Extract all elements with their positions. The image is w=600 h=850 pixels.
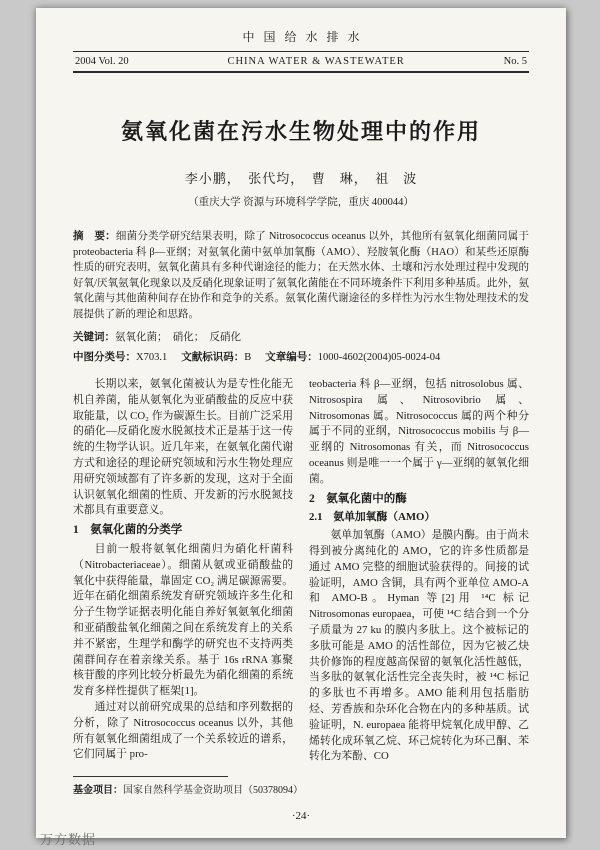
doc-code-label: 文献标识码： (181, 352, 245, 363)
funding-text: 国家自然科学基金资助项目（50378094） (123, 785, 303, 796)
section-heading-1: 1 氨氧化菌的分类学 (73, 524, 183, 537)
keywords-text: 氨氧化菌； 硝化； 反硝化 (115, 332, 241, 343)
body-columns (73, 377, 529, 765)
paragraph: 氨单加氧酶（AMO）是膜内酶。由于尚未得到被分离纯化的 AMO，它的许多性质都是通过 AMO 完整的细胞试验获得的。间接的试验证明，AMO 含铜，具有两个亚单位 AMO-A 和 AMO-B。Hyman 等[2]用 ¹⁴C 标记 Nitrosomonas europaea，可使 ¹⁴C 结合到一个分子质量为 27 ku 的膜内多肽上。这个被标记的多肽可能是 AMO 的活性部位，因为它被乙炔共价修饰的程度越高保留的氨氧化活性越低，当多肽的氨氧化活性完全丧失时，被 ¹⁴C 标记的多肽也不再增多。AMO 能利用包括脂肪烃、芳香族和杂环化合物在内的多种基质。试验证明，N. europaea 能将甲烷氧化成甲醇、乙烯转化成环氧乙烷、环己烷转化为环己酮、苯转化为苯酚、CO (309, 529, 529, 763)
abstract-text: 细菌分类学研究结果表明，除了 Nitrosococcus oceanus 以外，其他所有氨氧化细菌同属于 proteobacteria 科 β—亚纲；对氨氧化菌中氨单加氧酶（AMO）、羟胺氧化酶（HAO）和某些还原酶性质的研究表明，氨氧化菌具有多种代谢途径的能力；在天然水体、土壤和污水处理过程中发现的好氧/厌氧氨氧化现象以及反硝化现象证明了氨氧化菌能在不同环境条件下利用多种基质。此外，氨氧化菌与其他菌种间存在协作和竞争的关系。氨氧化菌代谢途径的多样性为污水生物处理技术的发展提供了新的理论和思路。 (73, 231, 529, 320)
page-content (36, 8, 566, 765)
journal-issue: No. 5 (503, 56, 527, 67)
keywords-line (73, 329, 529, 344)
right-column (309, 377, 529, 765)
clc-label: 中图分类号： (73, 352, 136, 363)
paragraph: 长期以来，氨氧化菌被认为是专性化能无机自养菌，能从氨氧化为亚硝酸盐的反应中获取能量，以 CO₂ 作为碳源生长。目前广泛采用的硝化—反硝化废水脱氮技术正是基于这一传统的生物学认识。近几年来，在氨氧化菌代谢方式和途径的理论研究领域和污水生物处理应用研究领域都有了许多新的发现，这对于全面认识氨氧化细菌的性质、开发新的污水脱氮技术都具有重要意义。 (73, 378, 293, 517)
journal-info-bar (73, 51, 529, 73)
abstract-label: 摘 要： (73, 231, 116, 242)
left-column (73, 377, 293, 765)
subsection-heading-2-1: 2.1 氨单加氧酶（AMO） (309, 511, 436, 524)
journal-name-cn: 中国给水排水 (242, 30, 369, 44)
classification-line (73, 349, 529, 364)
wanfang-watermark: 万方数据 (40, 832, 97, 847)
article-affiliation: （重庆大学 资源与环境科学学院，重庆 400044） (188, 197, 414, 208)
article-id-label: 文章编号： (265, 352, 318, 363)
article-title: 氨氧化菌在污水生物处理中的作用 (120, 119, 481, 144)
article-id-value: 1000-4602(2004)05-0024-04 (317, 352, 441, 363)
funding-label: 基金项目： (73, 785, 123, 796)
keywords-label: 关键词： (73, 332, 115, 343)
journal-volume: 2004 Vol. 20 (75, 56, 129, 67)
funding-footnote (73, 772, 529, 796)
section-heading-2: 2 氨氧化菌中的酶 (309, 492, 407, 505)
footnote-divider (73, 776, 228, 777)
doc-code-value: B (244, 352, 252, 363)
paragraph: 通过对以前研究成果的总结和序列数据的分析，除了 Nitrosococcus oceanus 以外，其他所有氨氧化细菌组成了一个关系较近的谱系，它们同属于 pro- (73, 700, 293, 761)
clc-value: X703.1 (136, 352, 168, 363)
journal-name-en: CHINA WATER & WASTEWATER (227, 56, 405, 67)
abstract-paragraph (73, 229, 529, 322)
scanned-paper-page (36, 8, 566, 838)
page-number: ·24· (291, 810, 311, 822)
article-authors: 李小鹏， 张代均， 曹 琳， 祖 波 (184, 171, 418, 186)
paragraph: 目前一般将氨氧化细菌归为硝化杆菌科（Nitrobacteriaceae）。细菌从氨或亚硝酸盐的氧化中获得能量，靠固定 CO₂ 满足碳源需要。近年在硝化细菌系统发育研究领域许多生化和分子生物学证据表明化能自养好氧氨氧化细菌和亚硝酸盐氧化细菌之间在系统发育上的关系并不紧密，生理学和酶学的研究也不支持两类菌群间存在着亲缘关系。基于 16s rRNA 寡聚核苷酸的序列比较分析最先为硝化细菌的系统发育多样性提供了框架[1]。 (73, 542, 293, 698)
paragraph: teobacteria 科 β—亚纲，包括 nitrosolobus 属、Nitrosospira 属、Nitrosovibrio 属、Nitrosomonas 属。Nitrosococcus 属的两个种分属于不同的亚纲，Nitrosococcus mobilis 与 β—亚纲的 Nitrosomonas 有关，而 Nitrosococcus oceanus 则是唯一一个属于 γ—亚纲的氨氧化细菌。 (309, 378, 529, 485)
